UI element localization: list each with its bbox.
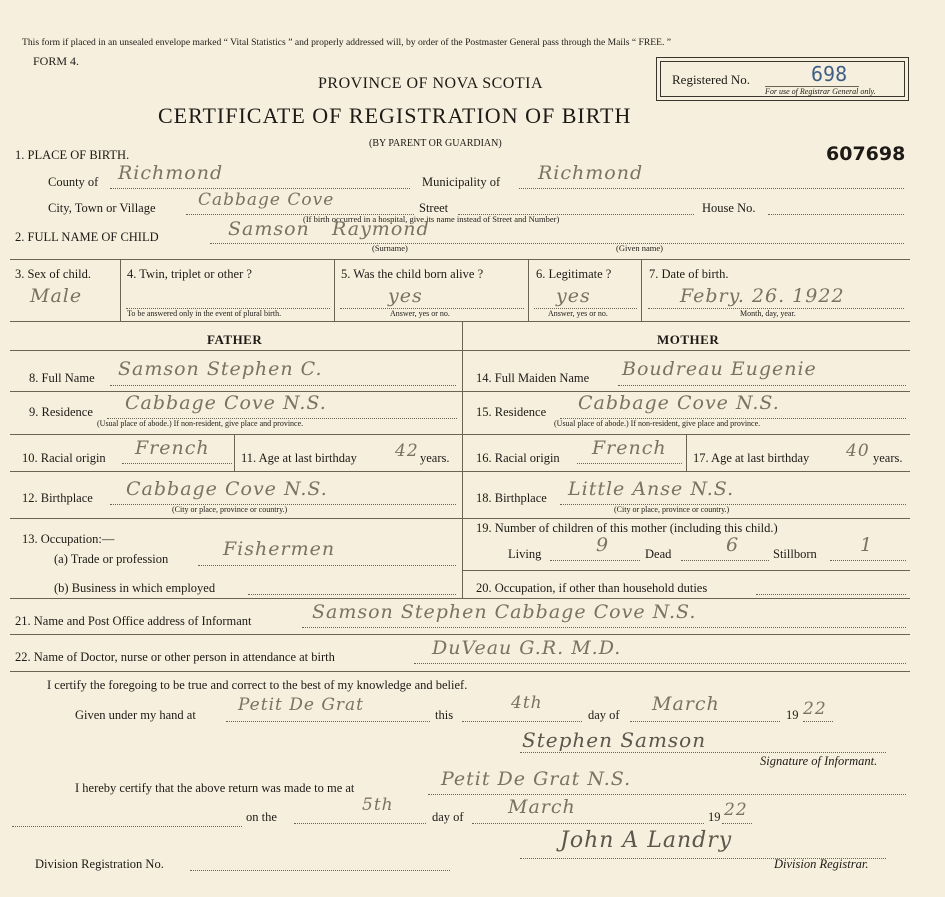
legitimate-note: Answer, yes or no. (548, 309, 608, 318)
registrar-signature: John A Landry (560, 828, 733, 853)
hospital-note: (If birth occurred in a hospital, give its name instead of Street and Number) (303, 214, 560, 224)
page-title: CERTIFICATE OF REGISTRATION OF BIRTH (158, 103, 632, 128)
father-name-label: 8. Full Name (29, 371, 95, 385)
date-of-birth-value: Febry. 26. 1922 (680, 285, 845, 307)
mother-occupation-label: 20. Occupation, if other than household duties (476, 581, 708, 595)
mother-name-label: 14. Full Maiden Name (476, 371, 590, 385)
registered-number: 698 (811, 62, 848, 86)
twin-label: 4. Twin, triplet or other ? (127, 267, 252, 281)
date-of-birth-label: 7. Date of birth. (649, 267, 729, 281)
sex-value: Male (30, 285, 83, 307)
given-dayof-label: day of (588, 708, 620, 722)
registrar-on-label: on the (246, 810, 277, 824)
given-name-caption: (Given name) (616, 243, 663, 253)
registrar-signature-caption: Division Registrar. (774, 857, 869, 871)
living-value: 9 (596, 534, 610, 556)
page-subtitle: (BY PARENT OR GUARDIAN) (369, 138, 502, 149)
this-label: this (435, 708, 454, 722)
informant-signature: Stephen Samson (522, 728, 707, 752)
given-place-value: Petit De Grat (238, 695, 365, 715)
municipality-value: Richmond (538, 162, 644, 184)
division-registration-label: Division Registration No. (35, 857, 164, 871)
stillborn-value: 1 (860, 534, 874, 556)
serial-number: 607698 (826, 143, 906, 165)
given-day-value: 4th (511, 693, 543, 713)
doctor-label: 22. Name of Doctor, nurse or other person in attendance at birth (15, 650, 335, 664)
postal-notice: This form if placed in an unsealed envelope marked “ Vital Statistics ” and properly addressed will, by order of the Postmaster General pass through the Mails “ FREE. ” (22, 37, 672, 48)
mother-abode-note: (Usual place of abode.) If non-resident, give place and province. (554, 419, 761, 428)
legitimate-label: 6. Legitimate ? (536, 267, 612, 281)
born-alive-note: Answer, yes or no. (390, 309, 450, 318)
registered-label: Registered No. (672, 72, 750, 87)
father-years-label: years. (420, 451, 450, 465)
father-abode-note: (Usual place of abode.) If non-resident, give place and province. (97, 419, 304, 428)
twin-note: To be answered only in the event of plural birth. (127, 309, 282, 318)
mother-name-value: Boudreau Eugenie (622, 358, 817, 380)
father-birthplace-value: Cabbage Cove N.S. (126, 478, 328, 500)
mother-birthplace-value: Little Anse N.S. (568, 478, 735, 500)
born-alive-label: 5. Was the child born alive ? (341, 267, 484, 281)
mother-residence-value: Cabbage Cove N.S. (578, 392, 780, 414)
place-of-birth-label: 1. PLACE OF BIRTH. (15, 148, 130, 162)
father-heading: FATHER (207, 332, 263, 347)
father-birthplace-note: (City or place, province or country.) (172, 505, 288, 514)
registrar-statement: I hereby certify that the above return was made to me at (75, 781, 355, 795)
mother-birthplace-label: 18. Birthplace (476, 491, 547, 505)
house-number-label: House No. (702, 201, 756, 215)
children-count-label: 19. Number of children of this mother (including this child.) (476, 521, 778, 535)
father-name-value: Samson Stephen C. (118, 358, 323, 380)
mother-years-label: years. (873, 451, 903, 465)
informant-signature-caption: Signature of Informant. (760, 754, 878, 768)
mother-birthplace-note: (City or place, province or country.) (614, 505, 730, 514)
province-heading: PROVINCE OF NOVA SCOTIA (318, 75, 544, 92)
mother-heading: MOTHER (657, 332, 720, 347)
date-of-birth-note: Month, day, year. (740, 309, 796, 318)
mother-racial-origin-value: French (592, 437, 667, 459)
county-label: County of (48, 175, 99, 189)
father-residence-value: Cabbage Cove N.S. (125, 392, 327, 414)
form-number: FORM 4. (33, 54, 80, 68)
father-age-value: 42 (395, 441, 419, 461)
mother-age-value: 40 (846, 441, 870, 461)
stillborn-label: Stillborn (773, 547, 817, 561)
registrar-note: For use of Registrar General only. (765, 87, 876, 96)
mother-racial-origin-label: 16. Racial origin (476, 451, 560, 465)
father-occupation-label: 13. Occupation:— (22, 532, 115, 546)
mother-age-label: 17. Age at last birthday (693, 451, 810, 465)
sex-label: 3. Sex of child. (15, 267, 92, 281)
registrar-year-prefix: 19 (708, 810, 721, 824)
business-label: (b) Business in which employed (54, 581, 216, 595)
father-racial-origin-value: French (135, 437, 210, 459)
given-year-value: 22 (803, 699, 827, 719)
street-label: Street (419, 201, 449, 215)
living-label: Living (508, 547, 542, 561)
father-residence-label: 9. Residence (29, 405, 93, 419)
born-alive-value: yes (388, 285, 423, 307)
child-surname-value: Samson (228, 218, 310, 240)
registrar-place-value: Petit De Grat N.S. (441, 768, 632, 790)
child-given-name-value: Raymond (332, 218, 430, 240)
dead-value: 6 (726, 534, 740, 556)
city-label: City, Town or Village (48, 201, 156, 215)
informant-label: 21. Name and Post Office address of Informant (15, 614, 252, 628)
dead-label: Dead (645, 547, 672, 561)
child-name-label: 2. FULL NAME OF CHILD (15, 230, 159, 244)
trade-value: Fishermen (223, 538, 336, 560)
registrar-month-value: March (508, 796, 576, 818)
county-value: Richmond (118, 162, 224, 184)
certify-statement: I certify the foregoing to be true and correct to the best of my knowledge and belief. (47, 678, 468, 692)
city-value: Cabbage Cove (198, 190, 335, 210)
given-year-prefix: 19 (786, 708, 799, 722)
informant-value: Samson Stephen Cabbage Cove N.S. (312, 601, 697, 623)
registrar-year-value: 22 (724, 800, 748, 820)
legitimate-value: yes (556, 285, 591, 307)
doctor-value: DuVeau G.R. M.D. (432, 637, 622, 659)
father-birthplace-label: 12. Birthplace (22, 491, 93, 505)
registrar-day-value: 5th (362, 795, 394, 815)
given-under-label: Given under my hand at (75, 708, 196, 722)
municipality-label: Municipality of (422, 175, 501, 189)
surname-caption: (Surname) (372, 243, 408, 253)
mother-residence-label: 15. Residence (476, 405, 547, 419)
registrar-dayof-label: day of (432, 810, 464, 824)
trade-label: (a) Trade or profession (54, 552, 169, 566)
father-racial-origin-label: 10. Racial origin (22, 451, 106, 465)
given-month-value: March (652, 693, 720, 715)
father-age-label: 11. Age at last birthday (241, 451, 357, 465)
